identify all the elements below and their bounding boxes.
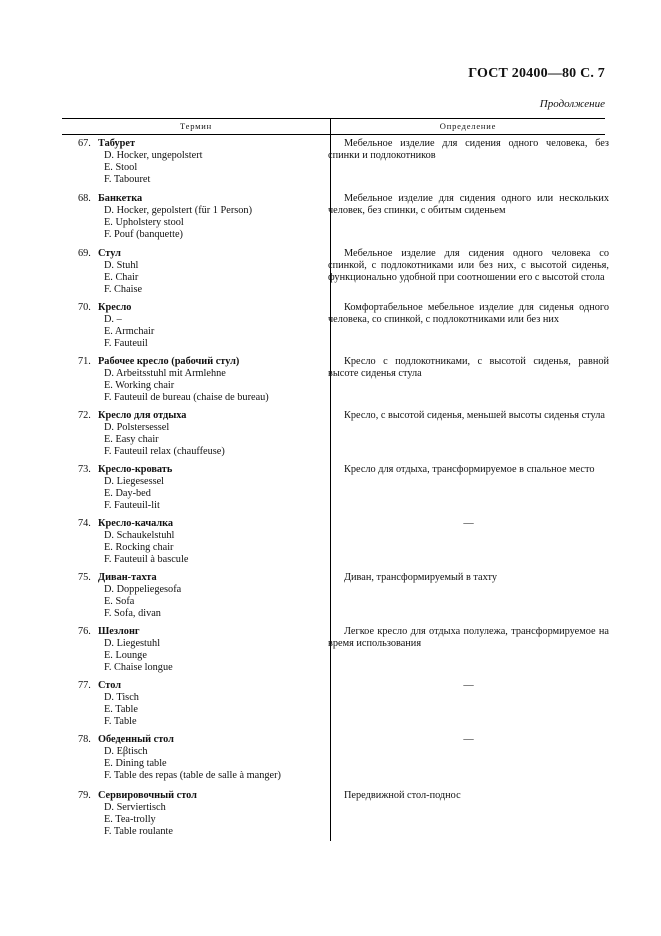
- term-heading: [78, 734, 328, 746]
- translation-fr: F. Fauteuil: [104, 338, 148, 349]
- term-name: Шезлонг: [98, 626, 140, 637]
- translation-de: D. Liegesessel: [104, 476, 165, 487]
- translation-de: D. Doppeliegesofa: [104, 584, 182, 595]
- translation-de: D. Serviertisch: [104, 802, 166, 813]
- term-heading: [78, 356, 328, 368]
- translation-en: E. Table: [104, 704, 138, 715]
- translation-de: D. –: [104, 314, 122, 325]
- term-name: Кресло для отдыха: [98, 410, 187, 421]
- term-cell: [78, 734, 328, 782]
- translation-en: E. Sofa: [104, 596, 135, 607]
- term-number: 76.: [78, 626, 91, 637]
- term-heading: [78, 248, 328, 260]
- translation-fr: F. Table roulante: [104, 826, 173, 837]
- translation-fr: F. Table: [104, 716, 137, 727]
- term-heading: [78, 626, 328, 638]
- term-heading: [78, 302, 328, 314]
- table-column-headers: [62, 119, 605, 135]
- term-number: 79.: [78, 790, 91, 801]
- term-cell: [78, 248, 328, 296]
- term-name: Диван-тахта: [98, 572, 157, 583]
- term-name: Стол: [98, 680, 122, 691]
- term-number: 70.: [78, 302, 91, 313]
- term-number: 67.: [78, 138, 91, 149]
- definition-cell: Передвижной стол-поднос: [344, 790, 461, 801]
- term-number: 74.: [78, 518, 91, 529]
- translation-en: E. Easy chair: [104, 434, 159, 445]
- continuation-label: Продолжение: [539, 98, 605, 110]
- term-cell: [78, 464, 328, 512]
- translation-fr: F. Fauteuil relax (chauffeuse): [104, 446, 225, 457]
- term-heading: [78, 790, 328, 802]
- column-divider: [330, 119, 331, 841]
- translation-de: D. Eβtisch: [104, 746, 148, 757]
- column-header-term: Термин: [179, 121, 213, 131]
- term-heading: [78, 572, 328, 584]
- term-heading: [78, 464, 328, 476]
- translation-de: D. Schaukelstuhl: [104, 530, 175, 541]
- translation-en: E. Rocking chair: [104, 542, 174, 553]
- term-heading: [78, 138, 328, 150]
- term-heading: [78, 410, 328, 422]
- translation-de: D. Liegestuhl: [104, 638, 161, 649]
- definition-cell: Кресло с подлокотниками, с высотой сиденья, равной высоте сиденья стула: [328, 356, 609, 379]
- definition-cell: Мебельное изделие для сидения одного человека, без спинки и подлокотников: [328, 138, 609, 161]
- translation-fr: F. Sofa, divan: [104, 608, 161, 619]
- term-heading: [78, 193, 328, 205]
- translation-en: E. Stool: [104, 162, 138, 173]
- translation-de: D. Hocker, ungepolstert: [104, 150, 203, 161]
- translation-de: D. Polstersessel: [104, 422, 170, 433]
- translation-en: E. Upholstery stool: [104, 217, 184, 228]
- translation-en: E. Tea-trolly: [104, 814, 156, 825]
- definition-cell: Мебельное изделие для сидения одного или нескольких человек, без спинки, с обитым сиденьем: [328, 193, 609, 216]
- term-cell: [78, 626, 328, 674]
- term-heading: [78, 518, 328, 530]
- definition-dash: —: [463, 734, 474, 745]
- definition-cell: Мебельное изделие для сидения одного человека со спинкой, с подлокотниками или без них, с высотой сиденья, функционально удобной при соотношении его с высотой стола: [328, 248, 609, 283]
- term-number: 78.: [78, 734, 91, 745]
- definition-cell: Комфортабельное мебельное изделие для сиденья одного человека, со спинкой, с подлокотниками или без них: [328, 302, 609, 325]
- translation-en: E. Dining table: [104, 758, 167, 769]
- term-cell: [78, 518, 328, 566]
- translation-en: E. Lounge: [104, 650, 147, 661]
- translation-de: D. Tisch: [104, 692, 139, 703]
- term-number: 75.: [78, 572, 91, 583]
- translation-fr: F. Tabouret: [104, 174, 151, 185]
- translation-de: D. Hocker, gepolstert (für 1 Person): [104, 205, 252, 216]
- term-name: Кресло: [98, 302, 132, 313]
- translation-fr: F. Fauteuil de bureau (chaise de bureau): [104, 392, 269, 403]
- definition-dash: —: [463, 518, 474, 529]
- term-name: Рабочее кресло (рабочий стул): [98, 356, 240, 367]
- translation-fr: F. Chaise longue: [104, 662, 173, 673]
- term-number: 73.: [78, 464, 91, 475]
- definition-cell: Кресло, с высотой сиденья, меньшей высоты сиденья стула: [344, 410, 605, 421]
- translation-fr: F. Table des repas (table de salle à manger): [104, 770, 281, 781]
- definition-cell: Диван, трансформируемый в тахту: [344, 572, 498, 583]
- term-cell: [78, 790, 328, 838]
- definition-cell: Кресло для отдыха, трансформируемое в спальное место: [344, 464, 595, 475]
- definition-cell: Легкое кресло для отдыха полулежа, трансформируемое на время использования: [328, 626, 609, 649]
- definition-dash: —: [463, 680, 474, 691]
- translation-en: E. Day-bed: [104, 488, 151, 499]
- term-heading: [78, 680, 328, 692]
- translation-en: E. Armchair: [104, 326, 155, 337]
- translation-fr: F. Pouf (banquette): [104, 229, 183, 240]
- translation-de: D. Stuhl: [104, 260, 139, 271]
- translation-en: E. Chair: [104, 272, 139, 283]
- page-header-doc-ref: ГОСТ 20400—80 С. 7: [468, 66, 605, 81]
- column-header-definition: Определение: [439, 121, 497, 131]
- translation-fr: F. Chaise: [104, 284, 143, 295]
- term-name: Обеденный стол: [98, 734, 174, 745]
- term-cell: [78, 572, 328, 620]
- term-name: Банкетка: [98, 193, 143, 204]
- translation-fr: F. Fauteuil à bascule: [104, 554, 189, 565]
- term-number: 77.: [78, 680, 91, 691]
- term-name: Кресло-кровать: [98, 464, 173, 475]
- term-cell: [78, 680, 328, 728]
- term-number: 69.: [78, 248, 91, 259]
- term-name: Стул: [98, 248, 121, 259]
- translation-de: D. Arbeitsstuhl mit Armlehne: [104, 368, 226, 379]
- term-cell: [78, 356, 328, 404]
- translation-fr: F. Fauteuil-lit: [104, 500, 160, 511]
- term-number: 72.: [78, 410, 91, 421]
- term-cell: [78, 410, 328, 458]
- term-cell: [78, 138, 328, 186]
- term-number: 68.: [78, 193, 91, 204]
- term-number: 71.: [78, 356, 91, 367]
- translation-en: E. Working chair: [104, 380, 175, 391]
- term-name: Табурет: [98, 138, 136, 149]
- term-name: Кресло-качалка: [98, 518, 174, 529]
- term-name: Сервировочный стол: [98, 790, 197, 801]
- term-cell: [78, 193, 328, 241]
- term-cell: [78, 302, 328, 350]
